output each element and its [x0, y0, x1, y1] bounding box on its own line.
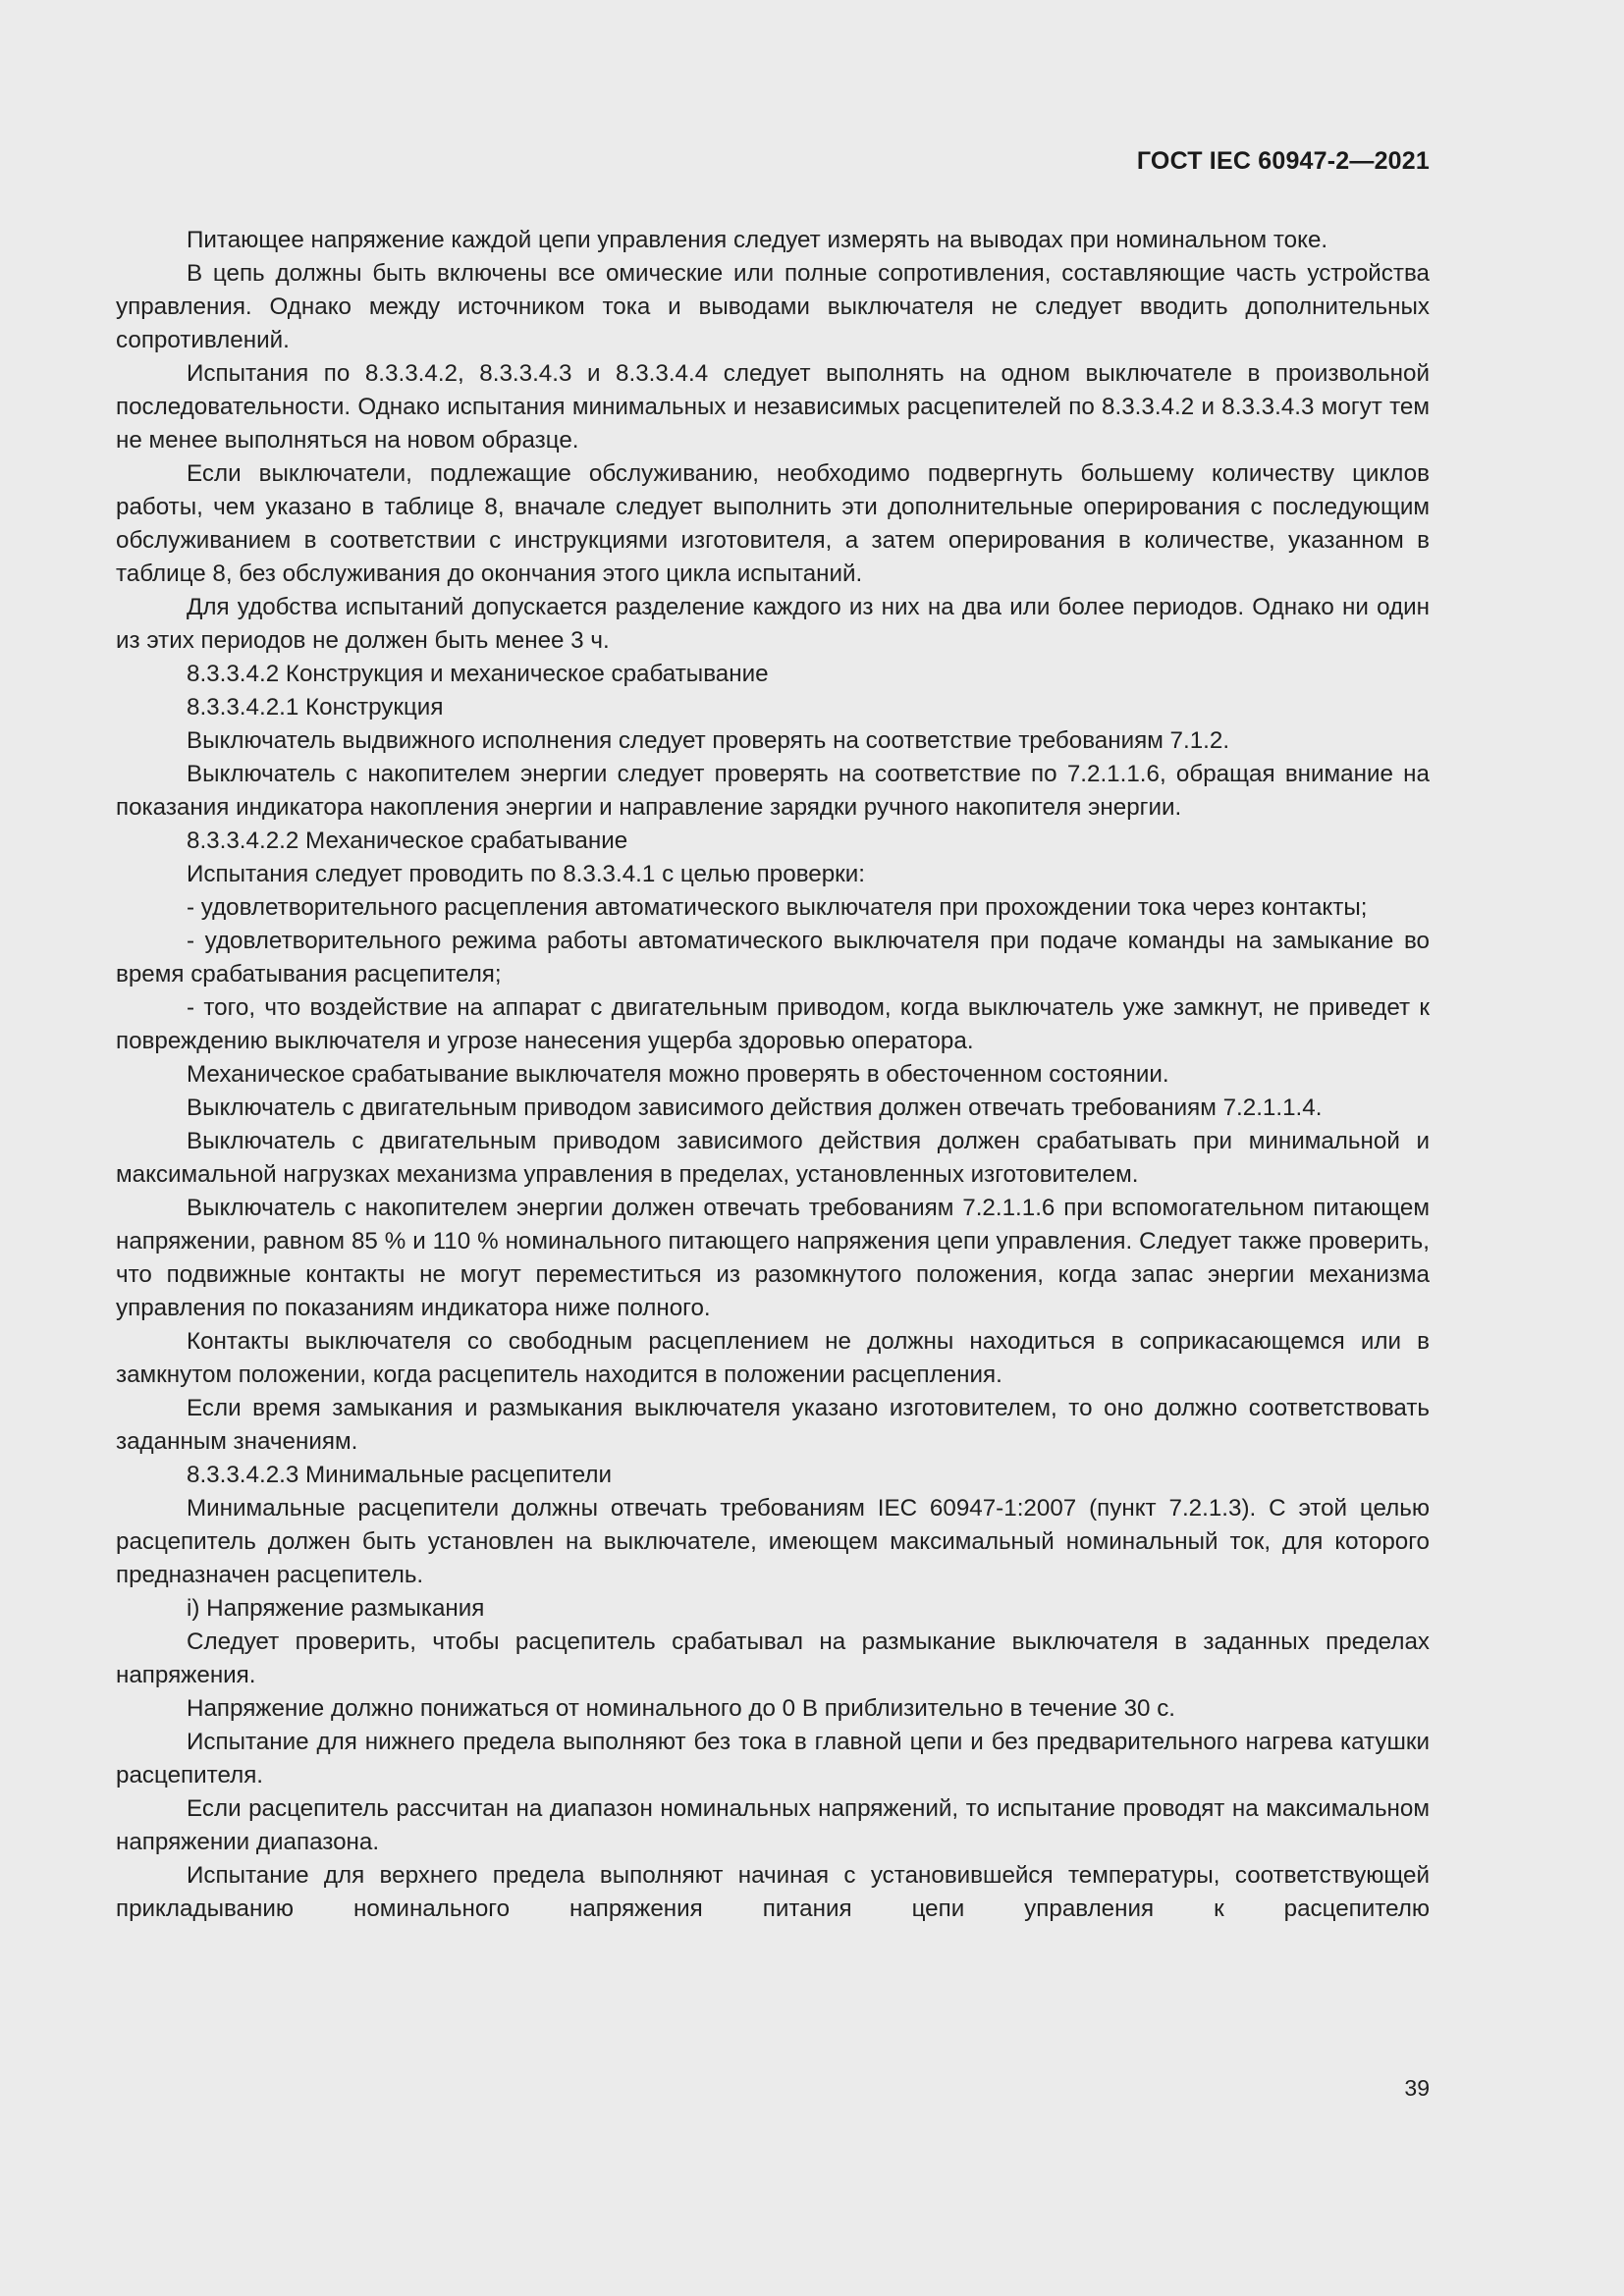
paragraph: Испытания следует проводить по 8.3.3.4.1 с целью проверки: — [187, 861, 865, 887]
document-page — [116, 0, 1430, 2296]
paragraph: Выключатель с двигательным приводом зависимого действия должен срабатывать при минимальной и максимальной нагрузках механизма управления в пределах, установленных изготовителем. — [116, 1128, 1430, 1188]
paragraph: Выключатель с двигательным приводом зависимого действия должен отвечать требованиям 7.2.1.1.4. — [187, 1095, 1323, 1121]
section-heading: 8.3.3.4.2 Конструкция и механическое срабатывание — [187, 661, 769, 687]
paragraph: Испытание для верхнего предела выполняют начиная с установившейся температуры, соответствующей прикладыванию номинального напряжения питания цепи управления к расцепителю — [116, 1862, 1430, 1922]
section-heading: 8.3.3.4.2.1 Конструкция — [187, 694, 444, 721]
paragraph: Минимальные расцепители должны отвечать требованиям IEC 60947-1:2007 (пункт 7.2.1.3). С этой целью расцепитель должен быть установлен на выключателе, имеющем максимальный номинальный ток, для которого предназначен расцепитель. — [116, 1495, 1430, 1588]
list-item: - того, что воздействие на аппарат с двигательным приводом, когда выключатель уже замкнут, не приведет к повреждению выключателя и угрозе нанесения ущерба здоровью оператора. — [116, 994, 1430, 1054]
paragraph: Выключатель с накопителем энергии следует проверять на соответствие по 7.2.1.1.6, обращая внимание на показания индикатора накопления энергии и направление зарядки ручного накопителя энергии. — [116, 761, 1430, 821]
paragraph: Испытания по 8.3.3.4.2, 8.3.3.4.3 и 8.3.3.4.4 следует выполнять на одном выключателе в произвольной последовательности. Однако испытания минимальных и независимых расцепителей по 8.3.3.4.2 и 8.3.3.4.3 могут тем не менее выполняться на новом образце. — [116, 360, 1430, 454]
list-item: - удовлетворительного расцепления автоматического выключателя при прохождении тока через контакты; — [187, 894, 1368, 921]
paragraph: Выключатель с накопителем энергии должен отвечать требованиям 7.2.1.1.6 при вспомогательном питающем напряжении, равном 85 % и 110 % номинального питающего напряжения цепи управления. Следует также проверить, что подвижные контакты не могут переместиться из разомкнутого положения, когда запас энергии механизма управления по показаниям индикатора ниже полного. — [116, 1195, 1430, 1321]
paragraph: Испытание для нижнего предела выполняют без тока в главной цепи и без предварительного нагрева катушки расцепителя. — [116, 1729, 1430, 1789]
page-number: 39 — [1404, 2075, 1430, 2101]
paragraph: Выключатель выдвижного исполнения следует проверять на соответствие требованиям 7.1.2. — [187, 727, 1230, 754]
paragraph: Механическое срабатывание выключателя можно проверять в обесточенном состоянии. — [187, 1061, 1169, 1088]
body-text — [116, 224, 1430, 1926]
section-heading: 8.3.3.4.2.3 Минимальные расцепители — [187, 1462, 612, 1488]
paragraph: Если расцепитель рассчитан на диапазон номинальных напряжений, то испытание проводят на максимальном напряжении диапазона. — [116, 1795, 1430, 1855]
paragraph: Если время замыкания и размыкания выключателя указано изготовителем, то оно должно соответствовать заданным значениям. — [116, 1395, 1430, 1455]
paragraph: Для удобства испытаний допускается разделение каждого из них на два или более периодов. Однако ни один из этих периодов не должен быть менее 3 ч. — [116, 594, 1430, 654]
paragraph: В цепь должны быть включены все омические или полные сопротивления, составляющие часть устройства управления. Однако между источником тока и выводами выключателя не следует вводить дополнительных сопротивлений. — [116, 260, 1430, 353]
section-heading: 8.3.3.4.2.2 Механическое срабатывание — [187, 828, 628, 854]
paragraph: Если выключатели, подлежащие обслуживанию, необходимо подвергнуть большему количеству циклов работы, чем указано в таблице 8, вначале следует выполнить эти дополнительные оперирования с последующим обслуживанием в соответствии с инструкциями изготовителя, а затем оперирования в количестве, указанном в таблице 8, без обслуживания до окончания этого цикла испытаний. — [116, 460, 1430, 587]
document-header: ГОСТ IEC 60947-2—2021 — [1136, 147, 1430, 175]
paragraph: Напряжение должно понижаться от номинального до 0 В приблизительно в течение 30 с. — [187, 1695, 1176, 1722]
paragraph: Питающее напряжение каждой цепи управления следует измерять на выводах при номинальном токе. — [187, 227, 1328, 253]
paragraph: Следует проверить, чтобы расцепитель срабатывал на размыкание выключателя в заданных пределах напряжения. — [116, 1629, 1430, 1688]
list-item: - удовлетворительного режима работы автоматического выключателя при подаче команды на замыкание во время срабатывания расцепителя; — [116, 928, 1430, 988]
paragraph: Контакты выключателя со свободным расцеплением не должны находиться в соприкасающемся или в замкнутом положении, когда расцепитель находится в положении расцепления. — [116, 1328, 1430, 1388]
subsection-heading: i) Напряжение размыкания — [187, 1595, 485, 1622]
